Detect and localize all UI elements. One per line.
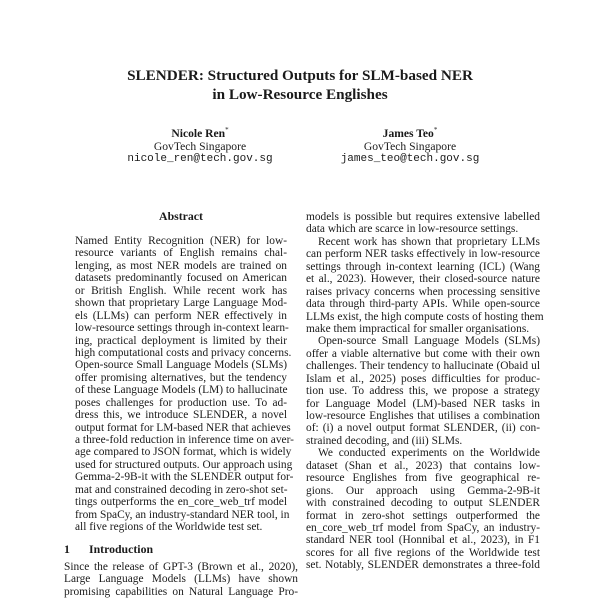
body-line: LLMs exist, the high compute costs of hosting them [306,310,544,323]
body-line: challenges. Their tendency to hallucinate (Obaid ul [306,360,540,373]
body-line: data which are scarce in low-resource settings. [306,223,519,236]
body-line: et al., 2023). However, their closed-source nature [306,273,540,286]
author-affiliation: GovTech Singapore [363,140,457,154]
body-line: make them impractical for smaller organisations. [306,322,530,335]
body-line: Islam et al., 2025) poses difficulties for produc- [306,372,540,385]
title-line-2: in Low-Resource Englishes [212,86,388,103]
abstract-line: from SpaCy, an industry-standard NER tool, in [75,508,290,521]
author-name: Nicole Ren* [171,126,229,140]
abstract-line: used for structured outputs. Our approach using [75,458,293,471]
abstract-line: ing, practical deployment is limited by their [75,334,287,347]
body-line: data through third-party APIs. While open-source [306,298,540,311]
body-line: Since the release of GPT-3 (Brown et al., 2020), [64,561,298,573]
body-line: offer a viable alternative but come with their own [306,347,540,360]
body-line: standard NER tool (Honnibal et al., 2023), in F1 [306,534,540,547]
abstract-line: of these Language Models (LM) to hallucinate [75,384,288,397]
abstract-line: Named Entity Recognition (NER) for low- [75,235,287,247]
body-line: Large Language Models (LLMs) have shown [64,573,298,586]
abstract-line: tings outperforms the en_core_web_trf model [75,496,287,509]
abstract-line: Gemma-2-9B-it with the SLENDER output for- [75,471,294,484]
abstract-line: mat and constrained decoding in zero-shot set- [75,483,288,496]
body-line: can perform NER tasks effectively in low-resource [306,248,540,261]
abstract-line: all five regions of the Worldwide test set. [75,521,263,534]
body-line: scores for all five regions of the Worldwide test [306,546,540,559]
abstract-line: els (LLMs) can perform NER effectively in [75,309,287,322]
body-line: dataset (Shan et al., 2023) that contains low- [306,459,540,472]
body-line: for Language Model (LM)-based NER tasks in [306,397,540,410]
section-heading-introduction [64,542,153,557]
author-block-2 [310,124,510,166]
abstract-line: high computational costs and privacy concerns. [75,346,292,359]
abstract-line: a three-fold reduction in inference time on aver- [75,434,294,446]
body-line: settings through in-context learning (ICL) (Wang [306,260,540,273]
body-line: Recent work has shown that proprietary LLMs [318,235,540,248]
author-block-1 [100,124,300,166]
author-name: James Teo* [382,126,438,140]
body-line: raises privacy concerns when processing sensitive [306,285,540,298]
author-email[interactable]: james_teo@tech.gov.sg [340,153,480,166]
intro-right-column [306,211,544,572]
abstract-line: output format for LM-based NER that achieves [75,421,291,434]
abstract-line: lenging, as most NER models are trained on [75,259,287,272]
body-line: Open-source Small Language Models (SLMs) [318,335,540,348]
abstract-line: or British English. While recent work has [75,284,287,297]
section-number: 1 [64,542,70,556]
section-title: Introduction [89,542,154,556]
body-line: with constrained decoding to output SLENDER [306,497,540,510]
body-line: set. Notably, SLENDER demonstrates a three-fold [306,559,540,572]
body-line: strained decoding, and (iii) SLMs. [306,434,463,447]
abstract-line: datasets predominantly focused on American [75,272,287,285]
abstract-line: offer promising alternatives, but the tendency [75,371,287,384]
abstract-body [75,235,294,534]
paper-title [0,66,600,104]
abstract-line: age compared to JSON format, which is widely [75,446,292,459]
body-line: models is possible but requires extensive labelled [306,211,540,223]
body-line: format in zero-shot settings outperformed the [306,509,540,522]
body-line: gions. Our approach using Gemma-2-9B-it [306,484,540,497]
abstract-line: Open-source Small Language Models (SLMs) [75,359,287,372]
body-line: promising capabilities on Natural Language Pro- [64,585,298,598]
abstract-line: poses challenges for production use. To ad- [75,396,287,409]
abstract-line: dress this, we introduce SLENDER, a novel [75,409,287,422]
title-line-1: SLENDER: Structured Outputs for SLM-based NER [127,67,473,84]
abstract-line: low-resource settings through in-context learn- [75,322,289,335]
equal-contribution-mark: * [433,126,438,134]
abstract-line: resource variants of English remains chal- [75,247,287,260]
body-line: tion use. To address this, we propose a strategy [306,385,540,398]
body-line: low-resource Englishes that utilises a combination [306,410,540,422]
body-line: We conducted experiments on the Worldwide [318,447,540,460]
abstract-line: shown that proprietary Large Language Mod- [75,297,287,310]
abstract-heading: Abstract [159,209,203,223]
intro-left-column [64,561,298,598]
body-line: en_core_web_trf model from SpaCy, an industry- [306,521,540,534]
author-email[interactable]: nicole_ren@tech.gov.sg [127,153,273,166]
body-line: resource Englishes from five geographical re- [306,472,540,485]
body-line: of: (i) a novel output format SLENDER, (ii) con- [306,422,540,435]
author-affiliation: GovTech Singapore [153,140,247,154]
equal-contribution-mark: * [225,126,229,134]
